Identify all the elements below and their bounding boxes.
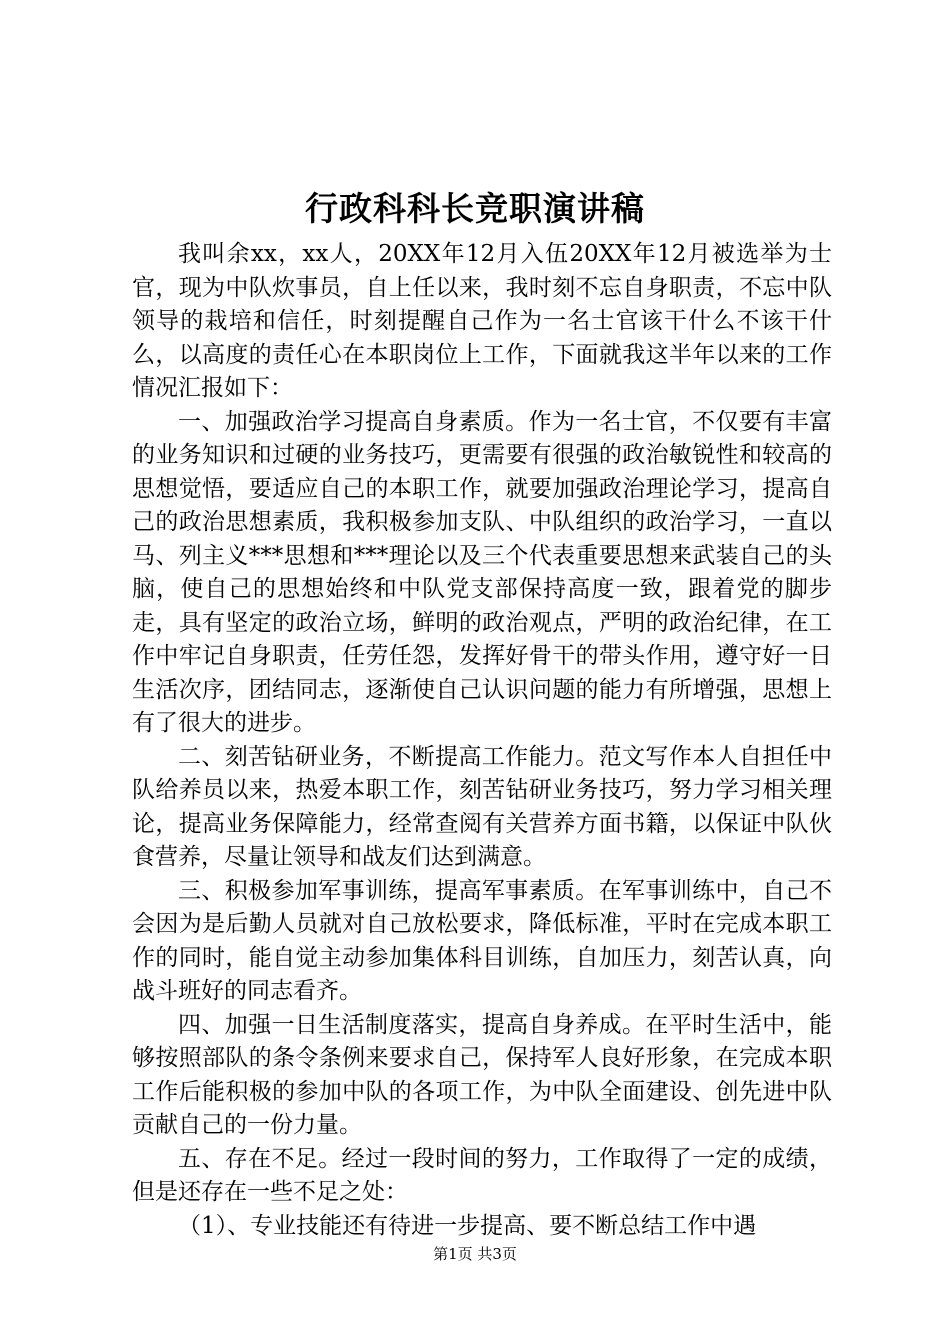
- paragraph-item-1: （1）、专业技能还有待进一步提高、要不断总结工作中遇: [178, 1212, 757, 1239]
- document-title: 行政科科长竞职演讲稿: [305, 189, 645, 228]
- paragraph-section-5: 五、存在不足。经过一段时间的努力，工作取得了一定的成绩，但是还存在一些不足之处：: [132, 1145, 832, 1205]
- paragraph-intro: 我叫余xx，xx人，20XX年12月入伍20XX年12月被选举为士官，现为中队炊事员，自上任以来，我时刻不忘自身职责，不忘中队领导的栽培和信任，时刻提醒自己作为一名士官该干什么不该干什么，以高度的责任心在本职岗位上工作，下面就我这半年以来的工作情况汇报如下：: [132, 241, 832, 401]
- paragraph-section-1: 一、加强政治学习提高自身素质。作为一名士官，不仅要有丰富的业务知识和过硬的业务技巧，更需要有很强的政治敏锐性和较高的思想觉悟，要适应自己的本职工作，就要加强政治理论学习，提高自己的政治思想素质，我积极参加支队、中队组织的政治学习，一直以马、列主义***思想和***理论以及三个代表重要思想来武装自己的头脑，使自己的思想始终和中队党支部保持高度一致，跟着党的脚步走，具有坚定的政治立场，鲜明的政治观点，严明的政治纪律，在工作中牢记自身职责，任劳任怨，发挥好骨干的带头作用，遵守好一日生活次序，团结同志，逐渐使自己认识问题的能力有所增强，思想上有了很大的进步。: [132, 408, 832, 736]
- paragraph-section-3: 三、积极参加军事训练，提高军事素质。在军事训练中，自己不会因为是后勤人员就对自己放松要求，降低标准，平时在完成本职工作的同时，能自觉主动参加集体科目训练，自加压力，刻苦认真，向战斗班好的同志看齐。: [132, 877, 832, 1004]
- paragraph-section-2: 二、刻苦钻研业务，不断提高工作能力。范文写作本人自担任中队给养员以来，热爱本职工作，刻苦钻研业务技巧，努力学习相关理论，提高业务保障能力，经常查阅有关营养方面书籍，以保证中队伙食营养，尽量让领导和战友们达到满意。: [132, 743, 832, 870]
- paragraph-section-4: 四、加强一日生活制度落实，提高自身养成。在平时生活中，能够按照部队的条令条例来要求自己，保持军人良好形象，在完成本职工作后能积极的参加中队的各项工作，为中队全面建设、创先进中队贡献自己的一份力量。: [132, 1011, 832, 1138]
- page-number-footer: 第1页 共3页: [433, 1245, 517, 1263]
- document-body: [132, 238, 832, 1243]
